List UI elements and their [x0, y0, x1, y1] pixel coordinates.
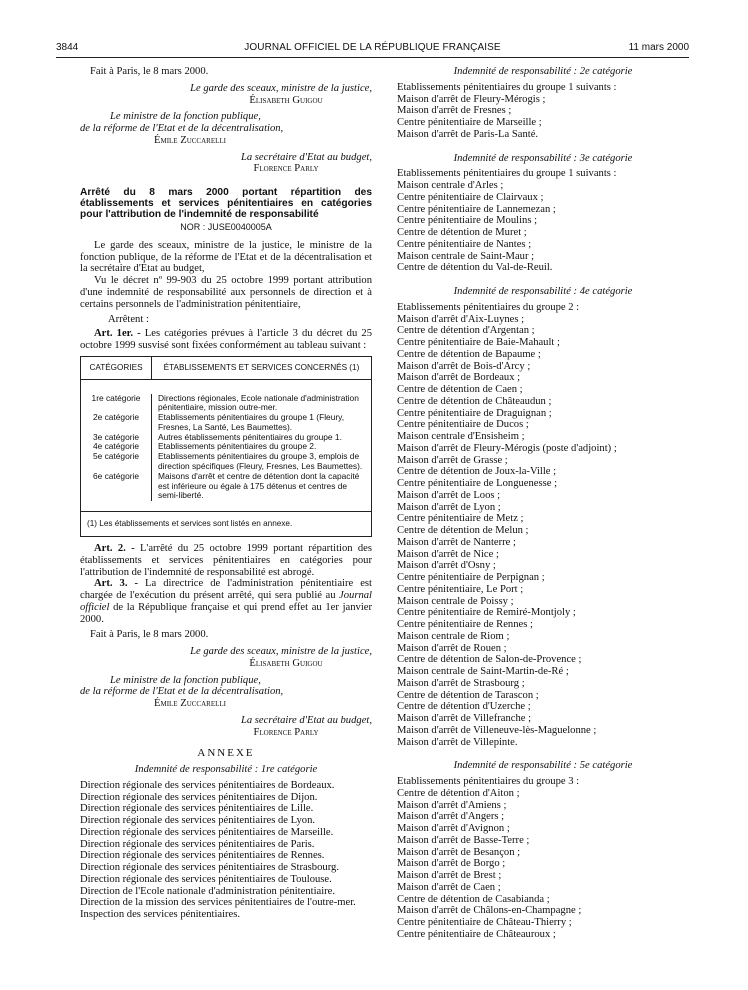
list-item: Maison centrale de Poissy ;	[397, 595, 514, 607]
list-item: Centre pénitentiaire de Nantes ;	[397, 238, 532, 250]
annexe-title: ANNEXE	[197, 747, 255, 760]
list-item: Maison d'arrêt de Borgo ;	[397, 858, 506, 870]
list-item: Direction régionale des services pénitentiaires de Dijon.	[80, 791, 318, 803]
list-item: Maison d'arrêt de Brest ;	[397, 870, 502, 881]
list-item: Maison centrale de Saint-Maur ;	[397, 250, 535, 262]
table-desc: Etablissements pénitentiaires du groupe 2.	[151, 442, 371, 452]
arrete-title: Arrêté du 8 mars 2000 portant répartition des établissements et services pénitentiaires en catégories pour l'attribution de l'indemnité de responsabilité	[80, 187, 372, 220]
list-item: Centre pénitentiaire de Metz ;	[397, 513, 524, 525]
list-item: Maison d'arrêt de Châlons-en-Champagne ;	[397, 905, 582, 917]
art1-text: Les catégories prévues à l'article 3 du décret du 25 octobre 1999 susvisé sont fixées conformément au tableau suivant :	[80, 328, 372, 351]
table-cat: 4e catégorie	[92, 441, 140, 452]
prev-sig2-name: Émile Zuccarelli	[154, 134, 226, 146]
list-item: Direction régionale des services pénitentiaires de Lyon.	[80, 815, 316, 827]
list-item: Centre de détention de Melun ;	[397, 525, 529, 536]
list-item: Maison d'arrêt de Basse-Terre ;	[397, 834, 530, 846]
table-desc: Etablissements pénitentiaires du groupe 3, emplois de direction spécifiques (Fleury, Fresnes, Les Baumettes).	[151, 452, 371, 472]
list-item: Centre pénitentiaire de Ducos ;	[397, 419, 529, 431]
list-item: Centre de détention d'Aiton ;	[397, 787, 520, 799]
cat3-heading: Indemnité de responsabilité : 3e catégorie	[453, 152, 633, 164]
list-item: Maison d'arrêt de Fleury-Mérogis (poste d'adjoint) ;	[397, 442, 617, 454]
table-cat: 6e catégorie	[92, 470, 140, 481]
page-header	[56, 42, 689, 56]
cat4-list	[397, 314, 689, 749]
arrete-p1: Le garde des sceaux, ministre de la justice, le ministre de la fonction publique, de la réforme de l'Etat et de la décentralisation et la secrétaire d'Etat au budget,	[80, 239, 372, 275]
list-item: Maison d'arrêt de Nanterre ;	[397, 536, 516, 548]
nor-reference: NOR : JUSE0040005A	[180, 222, 272, 232]
list-item: Centre pénitentiaire de Longuenesse ;	[397, 478, 558, 489]
list-item: Maison d'arrêt de Paris-La Santé.	[397, 128, 539, 140]
list-item: Direction régionale des services pénitentiaires de Lille.	[80, 803, 314, 815]
list-item: Maison d'arrêt de Loos ;	[397, 489, 501, 501]
list-item: Centre de détention de Bapaume ;	[397, 348, 541, 360]
list-item: Direction régionale des services pénitentiaires de Paris.	[80, 838, 315, 850]
arrete-sig2-l1: Le ministre de la fonction publique,	[110, 674, 261, 686]
list-item: Direction régionale des services pénitentiaires de Bordeaux.	[80, 779, 335, 791]
list-item: Centre pénitentiaire de Baie-Mahault ;	[397, 337, 560, 348]
list-item: Maison d'arrêt d'Osny ;	[397, 560, 496, 572]
table-cat: 5e catégorie	[92, 451, 140, 462]
arrete-sig3-name: Florence Parly	[253, 726, 319, 738]
table-body	[81, 380, 371, 513]
cat5-list	[397, 788, 689, 941]
arretent: Arrêtent :	[108, 314, 149, 326]
art2-label: Art. 2. -	[94, 543, 135, 555]
journal-title: JOURNAL OFFICIEL DE LA RÉPUBLIQUE FRANÇAISE	[244, 42, 501, 53]
list-item: Maison d'arrêt de Grasse ;	[397, 454, 508, 466]
prev-fait: Fait à Paris, le 8 mars 2000.	[90, 66, 209, 77]
list-item: Centre de détention de Tarascon ;	[397, 689, 539, 701]
arrete-sig2-name: Émile Zuccarelli	[154, 698, 226, 710]
arrete-p2: Vu le décret nº 99-903 du 25 octobre 1999 portant attribution d'une indemnité de responsabilité aux personnels de direction et à certains personnels de l'administration pénitentiaire,	[80, 275, 372, 310]
list-item: Centre de détention de Châteaudun ;	[397, 395, 552, 407]
cat3-list	[397, 180, 689, 274]
list-item: Direction régionale des services pénitentiaires de Marseille.	[80, 826, 334, 838]
table-cat: 1re catégorie	[91, 392, 141, 403]
cat3-intro: Etablissements pénitentiaires du groupe 1 suivants :	[397, 168, 617, 180]
list-item: Centre pénitentiaire de Remiré-Montjoly ;	[397, 607, 576, 619]
table-desc: Directions régionales, Ecole nationale d'administration pénitentiaire, mission outre-mer.	[151, 394, 371, 414]
list-item: Direction de la mission des services pénitentiaires de l'outre-mer.	[80, 897, 356, 909]
list-item: Maison d'arrêt d'Avignon ;	[397, 823, 510, 834]
list-item: Maison d'arrêt de Rouen ;	[397, 642, 507, 654]
list-item: Maison d'arrêt de Fleury-Mérogis ;	[397, 93, 546, 105]
cat1-list	[80, 780, 372, 921]
table-desc: Maisons d'arrêt et centre de détention dont la capacité est inférieure ou égale à 175 détenus et centres de semi-liberté.	[151, 472, 371, 501]
list-item: Centre de détention de Caen ;	[397, 384, 523, 395]
arrete-sig3-title: La secrétaire d'Etat au budget,	[240, 714, 372, 726]
prev-sig1-name: Élisabeth Guigou	[249, 94, 323, 106]
table-note: (1) Les établissements et services sont listés en annexe.	[87, 519, 293, 529]
cat4-heading: Indemnité de responsabilité : 4e catégorie	[453, 286, 633, 297]
table-row	[81, 394, 371, 414]
article-3	[80, 578, 372, 625]
prev-sig3-name: Florence Parly	[253, 163, 319, 175]
list-item: Maison d'arrêt de Strasbourg ;	[397, 677, 525, 689]
list-item: Maison d'arrêt d'Amiens ;	[397, 799, 507, 811]
list-item: Centre de détention de Salon-de-Provence ;	[397, 654, 582, 666]
list-item: Inspection des services pénitentiaires.	[80, 909, 241, 921]
list-item: Maison centrale de Riom ;	[397, 630, 510, 642]
list-item: Centre de détention du Val-de-Reuil.	[397, 262, 553, 274]
arrete-sig2-l2: de la réforme de l'Etat et de la décentralisation,	[80, 686, 284, 698]
list-item: Direction régionale des services pénitentiaires de Rennes.	[80, 850, 325, 862]
list-item: Maison d'arrêt de Lyon ;	[397, 501, 501, 513]
article-2	[80, 543, 372, 578]
list-item: Centre pénitentiaire de Perpignan ;	[397, 572, 545, 583]
arrete-sig1-title: Le garde des sceaux, ministre de la justice,	[190, 646, 372, 658]
table-row	[81, 472, 371, 501]
list-item: Centre pénitentiaire de Moulins ;	[397, 215, 538, 227]
list-item: Centre de détention d'Argentan ;	[397, 325, 535, 337]
list-item: Maison d'arrêt de Nice ;	[397, 548, 499, 560]
list-item: Direction de l'Ecole nationale d'administration pénitentiaire.	[80, 885, 336, 897]
list-item: Centre de détention d'Uzerche ;	[397, 701, 531, 713]
list-item: Maison d'arrêt d'Aix-Luynes ;	[397, 313, 525, 325]
list-item: Direction régionale des services pénitentiaires de Strasbourg.	[80, 862, 339, 874]
list-item: Centre pénitentiaire de Clairvaux ;	[397, 191, 544, 203]
prev-sig3-title: La secrétaire d'Etat au budget,	[240, 151, 372, 163]
table-desc: Etablissements pénitentiaires du groupe 1 (Fleury, Fresnes, La Santé, Les Baumettes).	[151, 413, 371, 433]
cat2-list	[397, 94, 689, 141]
table-cat: 2e catégorie	[92, 412, 140, 423]
list-item: Centre pénitentiaire, Le Port ;	[397, 583, 524, 595]
prev-sig2-l2: de la réforme de l'Etat et de la décentralisation,	[80, 123, 284, 134]
right-column	[397, 66, 689, 941]
table-header	[81, 357, 371, 380]
issue-date: 11 mars 2000	[628, 42, 689, 53]
list-item: Maison d'arrêt de Fresnes ;	[397, 105, 512, 117]
arrete-fait: Fait à Paris, le 8 mars 2000.	[90, 629, 209, 641]
art2-text: L'arrêté du 25 octobre 1999 portant répartition des établissements et services pénitentiaires en catégories pour l'attribution de l'indemnité de responsabilité est abrogé.	[80, 543, 372, 578]
left-column	[80, 66, 372, 921]
page-number: 3844	[56, 42, 79, 53]
list-item: Centre de détention de Casabianda ;	[397, 893, 550, 905]
cat4-intro: Etablissements pénitentiaires du groupe 2 :	[397, 301, 580, 313]
article-1	[80, 328, 372, 352]
prev-sig2-l1: Le ministre de la fonction publique,	[110, 111, 261, 123]
art3-jo: Journal officiel	[80, 590, 372, 613]
list-item: Centre pénitentiaire de Marseille ;	[397, 117, 542, 128]
list-item: Maison centrale d'Arles ;	[397, 180, 504, 191]
table-desc: Autres établissements pénitentiaires du groupe 1.	[151, 433, 371, 443]
art1-label: Art. 1er. -	[94, 328, 141, 339]
list-item: Maison d'arrêt de Bois-d'Arcy ;	[397, 360, 531, 372]
col-header-categories: CATÉGORIES	[81, 357, 152, 379]
table-cat: 3e catégorie	[92, 431, 140, 442]
header-rule	[56, 57, 689, 58]
art3-text-b: de la République française et qui prend effet au 1er janvier 2000.	[80, 601, 372, 625]
list-item: Centre pénitentiaire de Rennes ;	[397, 619, 533, 630]
list-item: Centre pénitentiaire de Draguignan ;	[397, 407, 552, 419]
list-item: Maison d'arrêt de Besançon ;	[397, 846, 521, 858]
list-item: Direction régionale des services pénitentiaires de Toulouse.	[80, 873, 332, 885]
list-item: Maison centrale de Saint-Martin-de-Ré ;	[397, 666, 569, 677]
list-item: Maison d'arrêt de Villepinte.	[397, 736, 518, 748]
list-item: Maison centrale d'Ensisheim ;	[397, 431, 525, 442]
list-item: Maison d'arrêt de Villefranche ;	[397, 713, 532, 724]
cat2-intro: Etablissements pénitentiaires du groupe 1 suivants :	[397, 81, 617, 93]
categories-table	[80, 356, 372, 538]
list-item: Centre pénitentiaire de Châteauroux ;	[397, 928, 556, 940]
list-item: Maison d'arrêt de Villeneuve-lès-Maguelonne ;	[397, 724, 597, 736]
cat5-heading: Indemnité de responsabilité : 5e catégorie	[453, 760, 633, 772]
cat1-heading: Indemnité de responsabilité : 1re catégorie	[134, 764, 318, 776]
arrete-sig1-name: Élisabeth Guigou	[249, 657, 323, 669]
list-item: Maison d'arrêt de Caen ;	[397, 881, 501, 893]
col-header-etablissements: ÉTABLISSEMENTS ET SERVICES CONCERNÉS (1)	[163, 362, 360, 372]
table-row	[81, 413, 371, 433]
cat5-intro: Etablissements pénitentiaires du groupe 3 :	[397, 776, 580, 787]
cat2-heading: Indemnité de responsabilité : 2e catégorie	[453, 66, 633, 77]
list-item: Maison d'arrêt d'Angers ;	[397, 811, 505, 823]
list-item: Centre pénitentiaire de Château-Thierry ;	[397, 917, 572, 928]
art3-text-a: La directrice de l'administration pénitentiaire est chargée de l'exécution du présent arrêté, qui sera publié au	[80, 578, 372, 602]
list-item: Centre de détention de Muret ;	[397, 227, 527, 238]
prev-sig1-title: Le garde des sceaux, ministre de la justice,	[190, 82, 372, 94]
list-item: Maison d'arrêt de Bordeaux ;	[397, 372, 521, 384]
list-item: Centre pénitentiaire de Lannemezan ;	[397, 203, 556, 215]
table-row	[81, 452, 371, 472]
art3-label: Art. 3. -	[94, 578, 139, 590]
list-item: Centre de détention de Joux-la-Ville ;	[397, 466, 557, 478]
